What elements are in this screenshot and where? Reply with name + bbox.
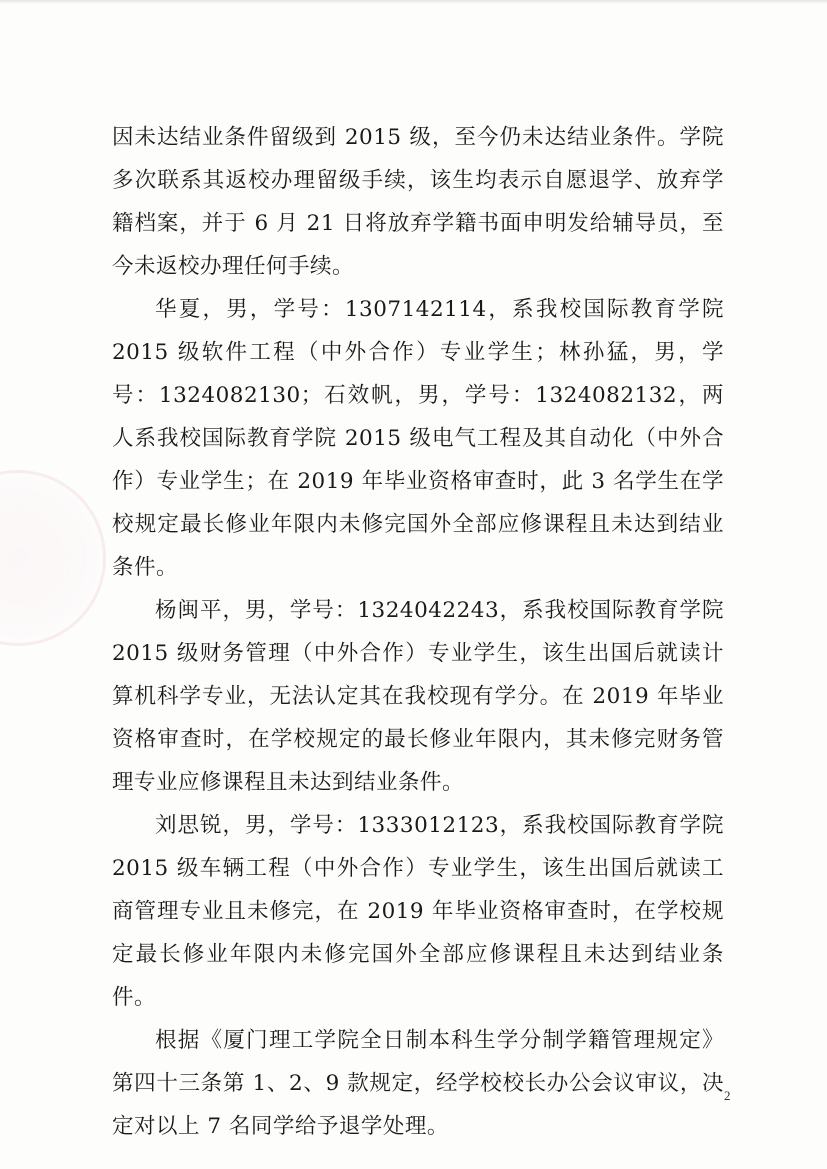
- paragraph-yang-minping: 杨闽平，男，学号：1324042243，系我校国际教育学院 2015 级财务管理（中外合作）专业学生，该生出国后就读计算机科学专业，无法认定其在我校现有学分。在 2019 年毕业资格审查时，在学校规定的最长修业年限内，其未修完财务管理专业应修课程且未达到结业条件。: [112, 598, 724, 795]
- paragraph-continuation: 因未达结业条件留级到 2015 级，至今仍未达结业条件。学院多次联系其返校办理留级手续，该生均表示自愿退学、放弃学籍档案，并于 6 月 21 日将放弃学籍书面申明发给辅导员，至今未返校办理任何手续。: [112, 125, 724, 279]
- document-body: [112, 116, 724, 1148]
- scan-top-edge: [0, 0, 827, 4]
- paragraph-decision: 根据《厦门理工学院全日制本科生学分制学籍管理规定》第四十三条第 1、2、9 款规定，经学校校长办公会议审议，决定对以上 7 名同学给予退学处理。: [112, 1028, 724, 1139]
- paragraph-hua-xia: 华夏，男，学号：1307142114，系我校国际教育学院 2015 级软件工程（中外合作）专业学生；林孙猛，男，学号：1324082130；石效帆，男，学号：1324082132，两人系我校国际教育学院 2015 级电气工程及其自动化（中外合作）专业学生；在 2019 年毕业资格审查时，此 3 名学生在学校规定最长修业年限内未修完国外全部应修课程且未达到结业条件。: [112, 297, 724, 580]
- faded-seal-stamp: [0, 470, 106, 646]
- paragraph-liu-sirui: 刘思锐，男，学号：1333012123，系我校国际教育学院 2015 级车辆工程（中外合作）专业学生，该生出国后就读工商管理专业且未修完，在 2019 年毕业资格审查时，在学校规定最长修业年限内未修完国外全部应修课程且未达到结业条件。: [112, 813, 724, 1010]
- page-number: 2: [724, 1088, 731, 1103]
